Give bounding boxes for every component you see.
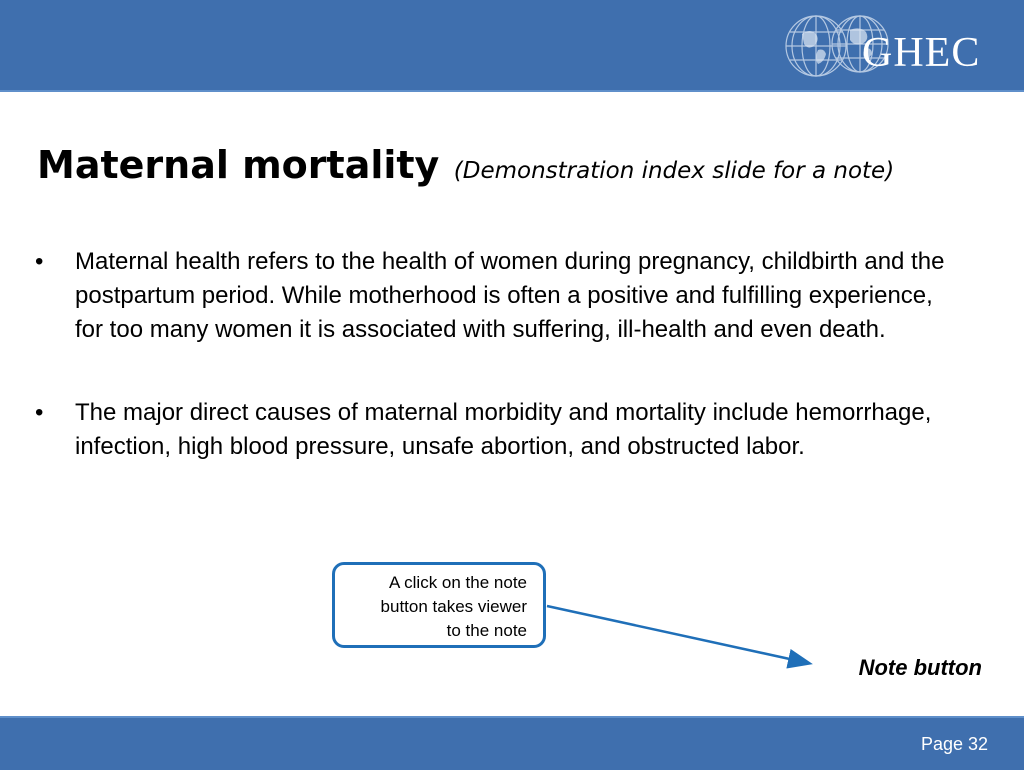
callout-line: A click on the note — [389, 573, 527, 592]
bullet-text: Maternal health refers to the health of women during pregnancy, childbirth and the postpartum period. While motherhood is often a positive and fulfilling experience, for too many women it is associated with suffering, ill-health and even death. — [75, 248, 945, 343]
callout-box — [332, 562, 546, 648]
bottom-banner — [0, 716, 1024, 770]
callout-line: to the note — [446, 621, 527, 640]
callout-line: button takes viewer — [380, 597, 527, 616]
bullet-text: The major direct causes of maternal morbidity and mortality include hemorrhage, infection, high blood pressure, unsafe abortion, and obstructed labor. — [75, 399, 932, 460]
logo-text: GHEC — [862, 30, 981, 76]
bullet-marker: • — [35, 399, 44, 426]
title-main: Maternal mortality — [37, 143, 440, 187]
note-button[interactable]: Note button — [858, 655, 982, 680]
page-number: Page 32 — [920, 734, 988, 754]
bullet-marker: • — [35, 248, 44, 275]
title-subtitle: (Demonstration index slide for a note) — [453, 158, 895, 184]
